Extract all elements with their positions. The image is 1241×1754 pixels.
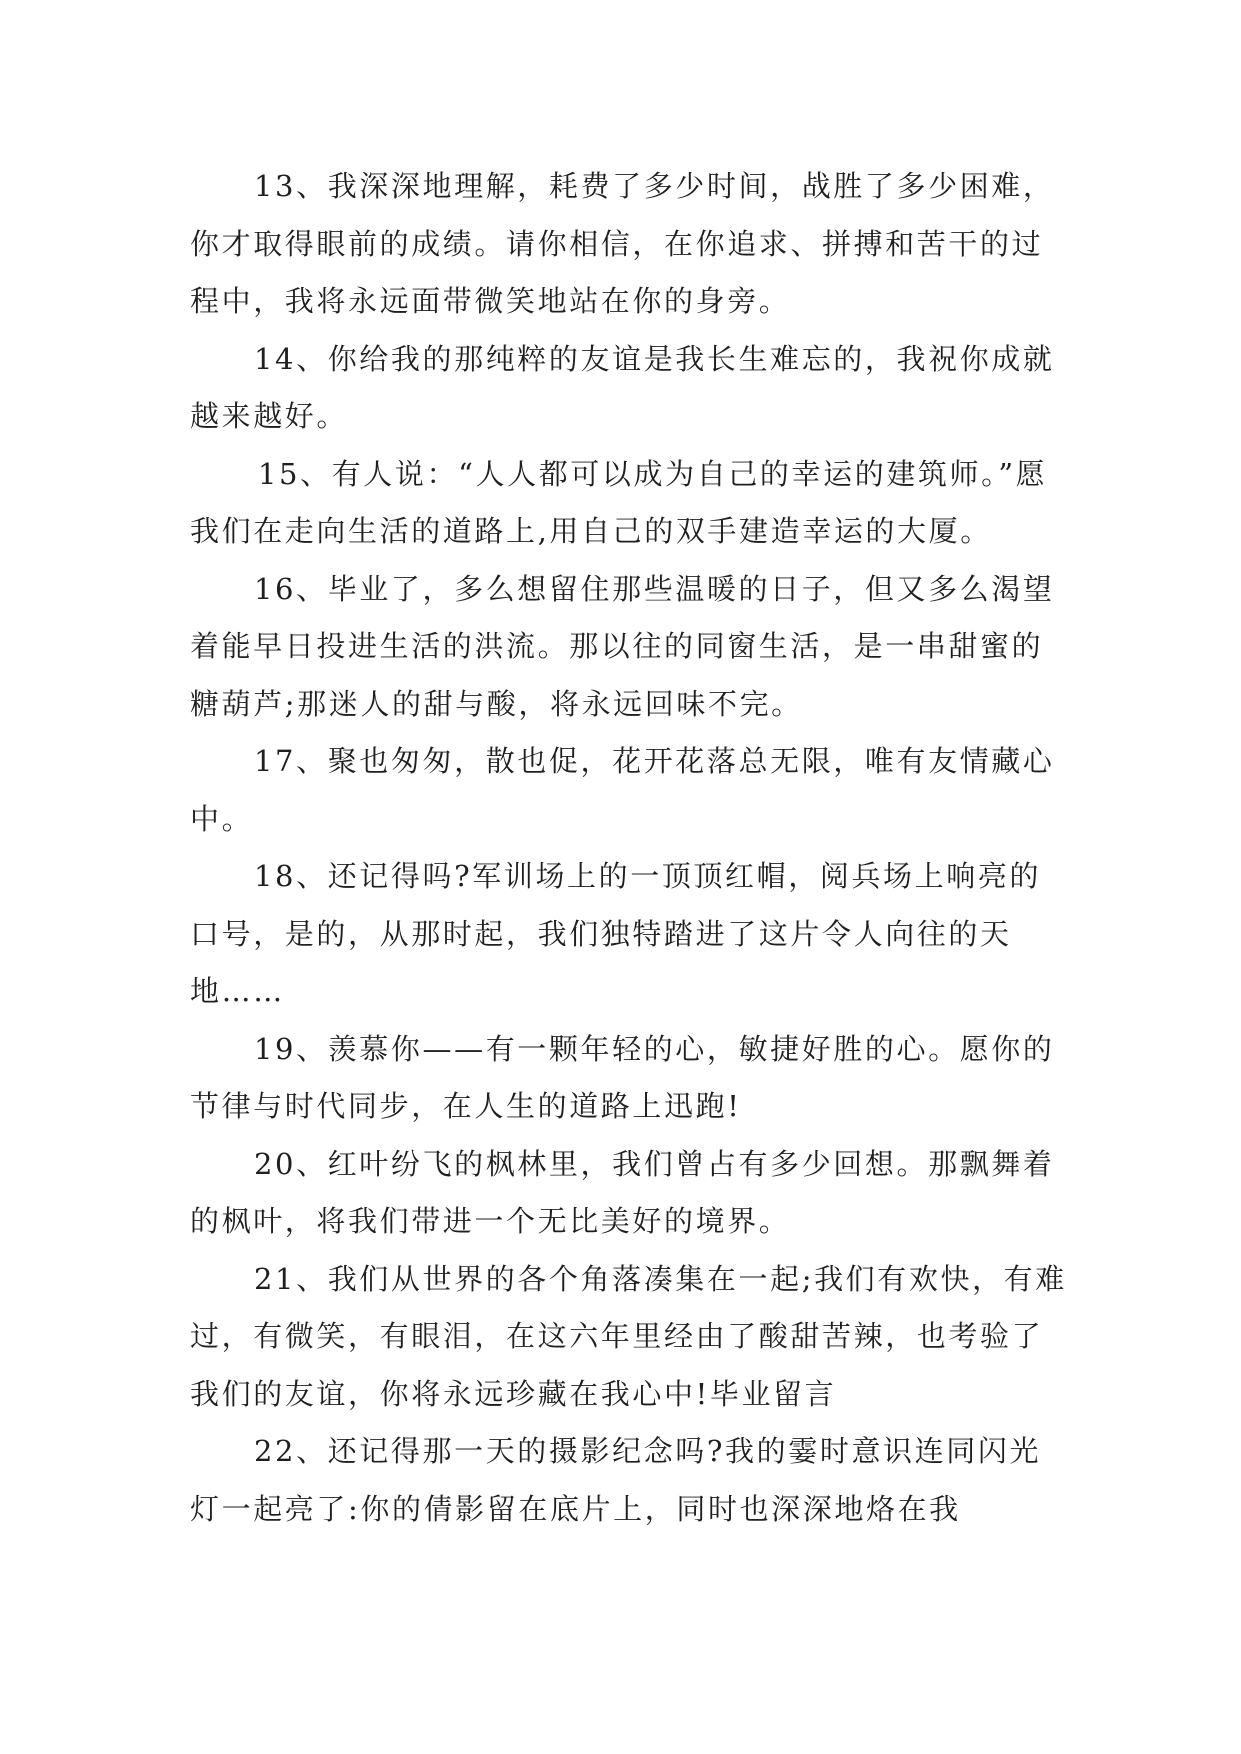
paragraph-22: 22、还记得那一天的摄影纪念吗?我的霎时意识连同闪光灯一起亮了:你的倩影留在底片上，同时也深深地烙在我 — [190, 1434, 1042, 1526]
paragraph-19: 19、羡慕你——有一颗年轻的心，敏捷好胜的心。愿你的节律与时代同步，在人生的道路上迅跑! — [190, 1031, 1055, 1123]
paragraph-20: 20、红叶纷飞的枫林里，我们曾占有多少回想。那飘舞着的枫叶，将我们带进一个无比美好的境界。 — [190, 1146, 1055, 1238]
document-body — [190, 158, 1070, 1538]
paragraph-17: 17、聚也匆匆，散也促，花开花落总无限，唯有友情藏心中。 — [190, 744, 1055, 836]
paragraph-14: 14、你给我的那纯粹的友谊是我长生难忘的，我祝你成就越来越好。 — [190, 341, 1055, 433]
paragraph-18: 18、还记得吗?军训场上的一顶顶红帽，阅兵场上响亮的口号，是的，从那时起，我们独特踏进了这片令人向往的天地…… — [190, 859, 1042, 1008]
paragraph-15: 15、有人说：“人人都可以成为自己的幸运的建筑师。”愿我们在走向生活的道路上,用自己的双手建造幸运的大厦。 — [190, 456, 1048, 548]
paragraph-16: 16、毕业了，多么想留住那些温暖的日子，但又多么渴望着能早日投进生活的洪流。那以往的同窗生活，是一串甜蜜的糖葫芦;那迷人的甜与酸，将永远回味不完。 — [190, 571, 1055, 721]
paragraph-13: 13、我深深地理解，耗费了多少时间，战胜了多少困难，你才取得眼前的成绩。请你相信，在你追求、拼搏和苦干的过程中，我将永远面带微笑地站在你的身旁。 — [190, 169, 1055, 318]
paragraph-21: 21、我们从世界的各个角落凑集在一起;我们有欢快，有难过，有微笑，有眼泪，在这六年里经由了酸甜苦辣，也考验了我们的友谊，你将永远珍藏在我心中!毕业留言 — [190, 1261, 1067, 1411]
